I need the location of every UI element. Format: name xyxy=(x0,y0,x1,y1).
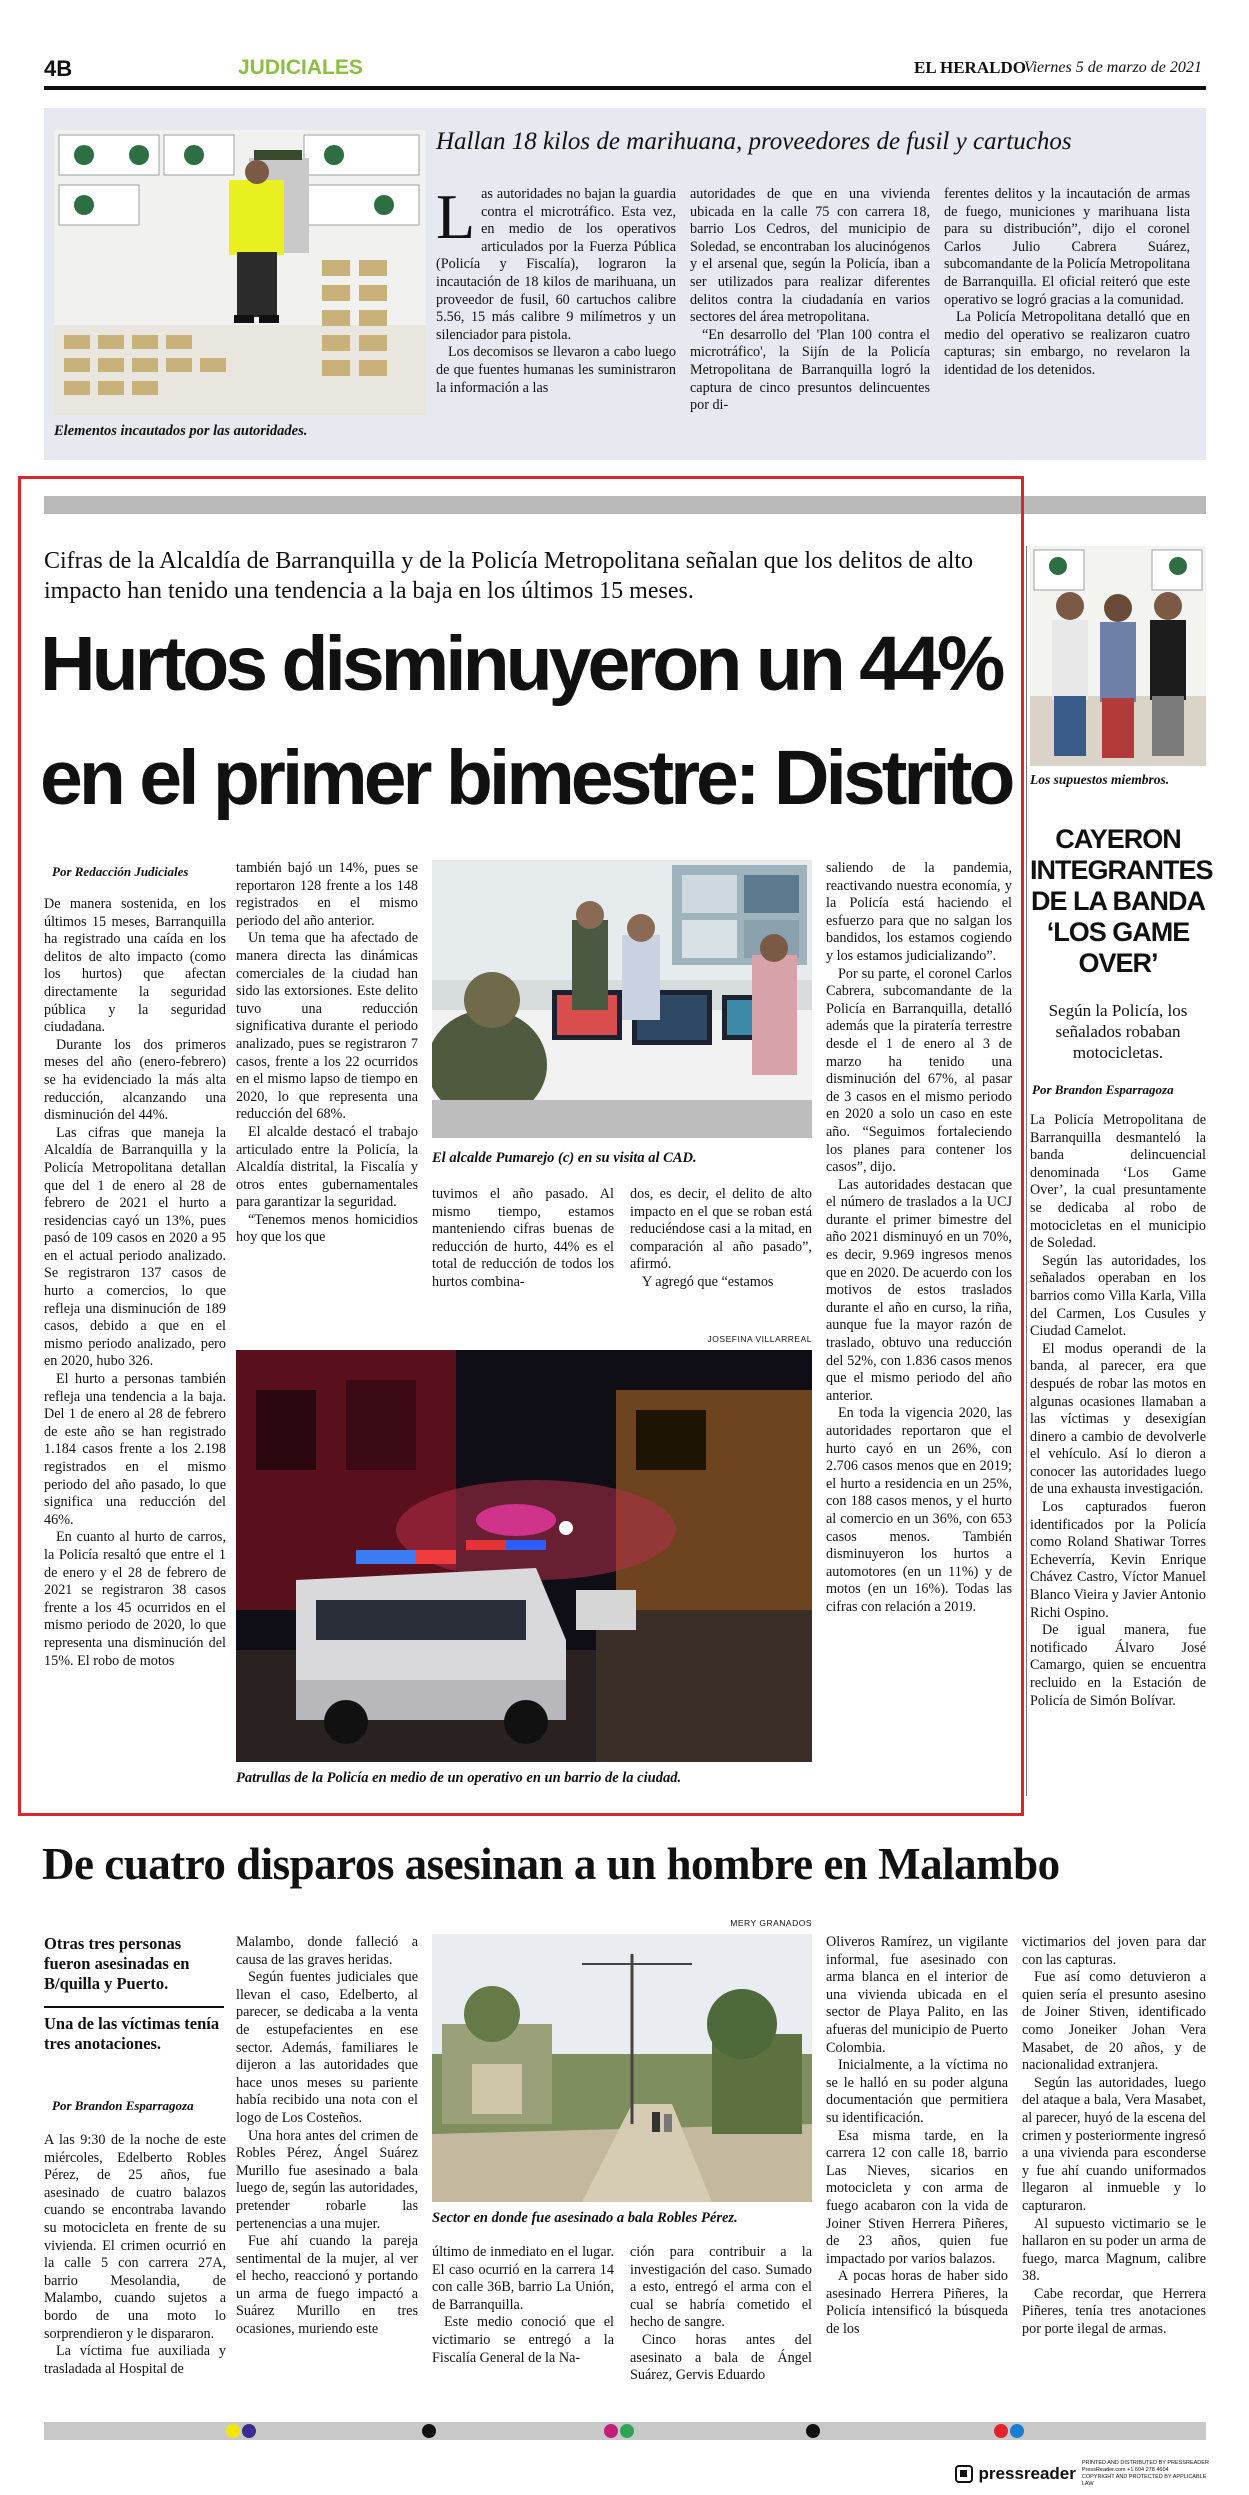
section-label: JUDICIALES xyxy=(238,56,363,79)
patrol-photo-credit: JOSEFINA VILLARREAL xyxy=(707,1334,812,1344)
header-rule xyxy=(44,86,1206,90)
top-story-paragraph: autoridades de que en una vivienda ubicada en la calle 75 con carrera 18, barrio Los Cedros, del municipio de Soledad, se encontraban los alucinógenos y el arsenal que, según la Policía, iban a ser utilizados para realizar diferentes delitos contra la ciudadanía en varios sectores del área metropolitana. xyxy=(690,186,930,326)
top-story-paragraph: ferentes delitos y la incautación de armas de fuego, municiones y marihuana lista para su distribución”, dijo el coronel Carlos Julio Cabrera Suárez, subcomandante de la Policía Metropolitana de Barranquilla. El oficial reiteró que este operativo se logró gracias a la comunidad. xyxy=(944,186,1190,308)
pressreader-brand: pressreader xyxy=(978,2464,1076,2483)
suspects-caption: Los supuestos miembros. xyxy=(1030,772,1170,787)
main-story-mid-column-1 xyxy=(432,1186,614,1326)
main-story-paragraph: dos, es decir, el delito de alto impacto en el que se roban está reduciéndose casi a la mitad, en comparación al año pasado”, afirmó. xyxy=(630,1186,812,1273)
bottom-story-paragraph: Este medio conoció que el victimario se entregó a la Fiscalía General de la Na- xyxy=(432,2314,614,2366)
article-paragraph: Esa misma tarde, en la carrera 12 con calle 18, barrio Las Nieves, sicarios en motocicleta y con arma de fuego acabaron con la vida de Joiner Stiven Herrera Piñeres, de 23 años, quien fue impactado por varios balazos. xyxy=(826,2127,1008,2267)
registration-dot xyxy=(806,2424,820,2438)
top-story-paragraph: as autoridades no bajan la guardia contra el microtráfico. Esta vez, en medio de los operativos articulados por la Fuerza Pública (Policía y Fiscalía), lograron la incautación de 18 kilos de marihuana, un proveedor de fusil, 60 cartuchos calibre 5.56, 15 más calibre 9 milímetros y un silenciador para pistola. xyxy=(436,186,676,343)
main-story-column-1 xyxy=(44,896,226,1796)
article-paragraph: Según las autoridades, luego del ataque a bala, Vera Masabet, al parecer, huyó de la escena del crimen y posteriormente ingresó a una vivienda para esconderse y fue ahí cuando uniformados llegaron al inmueble y lo capturaron. xyxy=(1022,2074,1206,2214)
bottom-story-paragraph: ción para contribuir a la investigación del caso. Sumado a esto, entregó el arma con el cual se habría cometido el hecho de sangre. xyxy=(630,2244,812,2331)
article-paragraph: Por su parte, el coronel Carlos Cabrera, subcomandante de la Policía en Barranquilla, detalló además que la piratería terrestre desde el 1 de enero al 3 de marzo ha tenido una disminución del 67%, al pasar de 3 casos en el mismo periodo en 2020 a solo un caso en este año. “Seguimos fortaleciendo los planes para contener los casos”, dijo. xyxy=(826,965,1012,1176)
article-paragraph: En cuanto al hurto de carros, la Policía resaltó que entre el 1 de enero y el 28 de febrero de 2021 se registraron 38 casos frente a los 45 ocurridos en el mismo periodo de 2020, lo que representa una disminución del 15%. El robo de motos xyxy=(44,1529,226,1669)
street-photo-credit: MERY GRANADOS xyxy=(730,1918,812,1928)
pressreader-notice xyxy=(1082,2460,1215,2488)
bottom-story-column-4 xyxy=(826,1934,1008,2404)
registration-marks xyxy=(44,2424,1206,2438)
article-paragraph: En toda la vigencia 2020, las autoridades reportaron que el hurto cayó en un 26%, con 2.706 casos menos que en 2019; el hurto a residencia en un 25%, con 188 casos menos, y el hurto al comercio en un 36%, con 653 casos menos. También disminuyeron los hurtos a automotores (en un 11%) y de motos (en un 16%). Todas las cifras con relación a 2019. xyxy=(826,1405,1012,1615)
bottom-story-deck-1: Otras tres personas fueron asesinadas en B/quilla y Puerto. xyxy=(44,1934,190,1993)
top-story-paragraph: “En desarrollo del 'Plan 100 contra el microtráfico', la Sijín de la Policía Metropolitana de Barranquilla logró la captura de cinco presuntos delincuentes por di- xyxy=(690,326,930,414)
seized-items-photo xyxy=(54,130,426,415)
side-story-body xyxy=(1030,1112,1206,1802)
article-paragraph: A las 9:30 de la noche de este miércoles, Edelberto Robles Pérez, de 25 años, fue asesinado de cuatro balazos cuando se encontraba lavando su motocicleta en frente de su vivienda. El crimen ocurrió en la calle 5 con carrera 27A, barrio Mesolandia, de Malambo, cuando sujetos a bordo de una moto lo sorprendieron y le dispararon. xyxy=(44,2132,226,2342)
article-paragraph: Malambo, donde falleció a causa de las graves heridas. xyxy=(236,1934,418,1968)
side-story-byline: Por Brandon Esparragoza xyxy=(1032,1082,1174,1097)
side-story-deck: Según la Policía, los señalados robaban motocicletas. xyxy=(1048,1001,1188,1062)
side-story-headline: CAYERON INTEGRANTES DE LA BANDA ‘LOS GAME OVER’ xyxy=(1030,824,1213,978)
main-story-column-4 xyxy=(826,860,1012,1800)
bottom-story-mid-column-2 xyxy=(630,2244,812,2404)
article-paragraph: Al supuesto victimario se le hallaron en su poder un arma de fuego, marca Magnum, calibre 38. xyxy=(1022,2215,1206,2285)
main-story-deck: Cifras de la Alcaldía de Barranquilla y de la Policía Metropolitana señalan que los delitos de alto impacto han tenido una tendencia a la baja en los últimos 15 meses. xyxy=(44,548,974,604)
top-story-column-2 xyxy=(690,186,930,448)
top-story-column-3 xyxy=(944,186,1190,448)
article-paragraph: Un tema que ha afectado de manera directa las dinámicas comerciales de la ciudad han sido las extorsiones. Este delito tuvo una reducción significativa durante el periodo analizado, pues se registraron 7 casos, frente a los 22 ocurridos en el mismo lapso de tiempo en 2020, lo que representa una reducción del 68%. xyxy=(236,930,418,1123)
top-story-paragraph: Los decomisos se llevaron a cabo luego de que fuentes humanas les suministraron la información a las xyxy=(436,344,676,396)
article-paragraph: “Tenemos menos homicidios hoy que los que xyxy=(236,1211,418,1246)
top-story-caption: Elementos incautados por las autoridades. xyxy=(54,423,308,439)
bottom-story-mid-column-1 xyxy=(432,2244,614,2404)
bottom-story-deck-rule xyxy=(44,2006,224,2008)
article-paragraph: La víctima fue auxiliada y trasladada al Hospital de xyxy=(44,2343,226,2377)
article-paragraph: Una hora antes del crimen de Robles Pérez, Ángel Suárez Murillo fue asesinado a bala luego de, según las autoridades, pretender robarle las pertenencias a una mujer. xyxy=(236,2127,418,2232)
bottom-story-column-5 xyxy=(1022,1934,1206,2404)
printed-by-line: PRINTED AND DISTRIBUTED BY PRESSREADER xyxy=(1081,2460,1209,2466)
article-paragraph: Las autoridades destacan que el número de traslados a la UCJ durante el primer bimestre del año 2021 disminuyó en un 70%, es decir, 9.969 ingresos menos que en 2020. De acuerdo con los motivos de estos traslados durante el año en curso, la riña, aunque fue la mayor razón de traslado, obtuvo una reducción del 52%, con 1.836 casos menos que el mismo periodo del año anterior. xyxy=(826,1176,1012,1404)
main-story-byline: Por Redacción Judiciales xyxy=(52,864,189,879)
registration-dot xyxy=(242,2424,256,2438)
top-story-column-1 xyxy=(436,186,676,448)
article-paragraph: Durante los dos primeros meses del año (enero-febrero) se ha evidenciado la más alta reducción, alcanzando una disminución del 44%. xyxy=(44,1036,226,1124)
street-photo-caption: Sector en donde fue asesinado a bala Robles Pérez. xyxy=(432,2210,738,2226)
article-paragraph: De igual manera, fue notificado Álvaro José Camargo, quien se encuentra recluido en la Estación de Policía de Simón Bolívar. xyxy=(1030,1622,1206,1709)
pressreader-logo-mark xyxy=(960,2470,967,2477)
article-paragraph: Fue ahí cuando la pareja sentimental de la mujer, al ver el hecho, reaccionó y portando un arma de fuego impactó a Suárez Murillo en tres ocasiones, muriendo este xyxy=(236,2233,418,2338)
article-paragraph: también bajó un 14%, pues se reportaron 128 frente a los 148 registrados en el mismo periodo del año anterior. xyxy=(236,860,418,929)
issue-date: Viernes 5 de marzo de 2021 xyxy=(1024,59,1202,76)
contact-line: PressReader.com +1 604 278 4604 xyxy=(1081,2467,1169,2473)
article-paragraph: El alcalde destacó el trabajo articulado entre la Policía, la Alcaldía distrital, la Fiscalía y otros entes gubernamentales para garantizar la seguridad. xyxy=(236,1123,418,1211)
registration-dot xyxy=(604,2424,618,2438)
bottom-story-byline: Por Brandon Esparragoza xyxy=(52,2098,194,2113)
command-center-caption: El alcalde Pumarejo (c) en su visita al CAD. xyxy=(432,1150,697,1166)
article-paragraph: victimarios del joven para dar con las capturas. xyxy=(1022,1934,1206,1968)
bottom-story-paragraph: Cinco horas antes del asesinato a bala de Ángel Suárez, Gervis Eduardo xyxy=(630,2331,812,2384)
main-story-paragraph: Y agregó que “estamos xyxy=(642,1273,774,1290)
pressreader-badge[interactable] xyxy=(955,2460,1215,2488)
street-scene-photo xyxy=(432,1934,812,2202)
article-paragraph: Según las autoridades, los señalados operaban en los barrios como Villa Karla, Villa del Carmen, Los Cusules y Ciudad Camelot. xyxy=(1030,1252,1206,1340)
suspects-photo xyxy=(1030,546,1206,766)
bottom-story-column-2 xyxy=(236,1934,418,2354)
article-paragraph: Cabe recordar, que Herrera Piñeres, tenía tres anotaciones por porte ilegal de armas. xyxy=(1022,2285,1206,2338)
patrol-photo-caption: Patrullas de la Policía en medio de un operativo en un barrio de la ciudad. xyxy=(236,1770,682,1786)
bottom-story-paragraph: último de inmediato en el lugar. El caso ocurrió en la carrera 14 con calle 36B, barrio La Unión, de Barranquilla. xyxy=(432,2244,614,2313)
top-story-paragraph: La Policía Metropolitana detalló que en medio del operativo se realizaron cuatro capturas; sin embargo, no revelaron la identidad de los detenidos. xyxy=(944,309,1190,378)
bottom-story-deck-2: Una de las víctimas tenía tres anotaciones. xyxy=(44,2014,220,2053)
registration-dot xyxy=(1010,2424,1024,2438)
copyright-line: COPYRIGHT AND PROTECTED BY APPLICABLE LAW xyxy=(1081,2474,1207,2487)
registration-dot xyxy=(422,2424,436,2438)
article-paragraph: Los capturados fueron identificados por la Policía como Roland Shatiwar Torres Echeverría, Kevin Enrique Chávez Castro, Víctor Manuel Blanco Vieira y Javier Antonio Richi Ospino. xyxy=(1030,1499,1206,1621)
article-paragraph: saliendo de la pandemia, reactivando nuestra economía, y la Policía está haciendo el esfuerzo para que no salgan los bandidos, los estamos cogiendo y los estamos judicializando”. xyxy=(826,860,1012,964)
newspaper-name: EL HERALDO xyxy=(914,58,1026,77)
main-story-mid-column-2 xyxy=(630,1186,812,1326)
article-paragraph: Oliveros Ramírez, un vigilante informal, fue asesinado con arma blanca en el interior de una vivienda ubicada en el sector de Playa Palito, en las afueras del municipio de Puerto Colombia. xyxy=(826,1934,1008,2056)
main-story-headline-line-2: en el primer bimestre: Distrito xyxy=(40,735,1012,821)
article-paragraph: A pocas horas de haber sido asesinado Herrera Piñeres, la Policía intensificó la búsqueda de los xyxy=(826,2268,1008,2338)
top-story-headline: Hallan 18 kilos de marihuana, proveedores de fusil y cartuchos xyxy=(436,128,1072,155)
article-paragraph: El hurto a personas también refleja una tendencia a la baja. Del 1 de enero al 28 de febrero de este año se han registrado 1.184 casos frente a los 2.198 registrados en el mismo periodo del año pasado, lo que significa una reducción del 46%. xyxy=(44,1371,226,1528)
command-center-photo xyxy=(432,860,812,1138)
article-paragraph: Las cifras que maneja la Alcaldía de Barranquilla y la Policía Metropolitana detallan que del 1 de enero al 28 de febrero de 2021 el hurto a residencias cayó un 13%, pues pasó de 109 casos en 2020 a 95 en el actual periodo analizado. Se registraron 137 casos de hurto a comercios, lo que refleja una disminución de 189 casos, debido a que en el mismo periodo analizado, pero en 2020, hubo 326. xyxy=(44,1124,226,1370)
article-paragraph: Inicialmente, a la víctima no se le halló en su poder alguna documentación que permitiera su identificación. xyxy=(826,2057,1008,2126)
article-paragraph: De manera sostenida, en los últimos 15 meses, Barranquilla ha registrado una caída en los delitos de alto impacto (como los hurtos) que afectan directamente la seguridad pública y la seguridad ciudadana. xyxy=(44,896,226,1036)
police-patrol-photo xyxy=(236,1350,812,1762)
article-paragraph: Fue así como detuvieron a quien sería el presunto asesino de Joiner Stiven, identificado como Joneiker Johan Vera Masabet, de 20 años, y de nacionalidad extranjera. xyxy=(1022,1969,1206,2074)
page-number: 4B xyxy=(44,56,73,81)
registration-dot xyxy=(994,2424,1008,2438)
main-story-headline-line-1: Hurtos disminuyeron un 44% xyxy=(40,621,1002,707)
registration-dot xyxy=(620,2424,634,2438)
top-story-dropcap: L xyxy=(436,186,476,252)
main-story-paragraph: tuvimos el año pasado. Al mismo tiempo, estamos manteniendo cifras buenas de reducción de hurto, 44% es el total de reducción de todos los hurtos combina- xyxy=(432,1186,614,1290)
side-story-divider xyxy=(1026,546,1027,1796)
article-paragraph: El modus operandi de la banda, al parecer, era que después de robar las motos en algunas ocasiones llamaban a las víctimas y desexigían dinero a cambio de devolverle el vehículo. Así lo dieron a conocer las autoridades luego de una exhausta investigación. xyxy=(1030,1340,1206,1498)
pressreader-logo-icon xyxy=(955,2465,973,2483)
main-story-column-2 xyxy=(236,860,418,1340)
registration-dot xyxy=(226,2424,240,2438)
article-paragraph: Según fuentes judiciales que llevan el caso, Edelberto, al parecer, se dedicaba a la venta de estupefacientes en ese sector. Además, familiares le dijeron a las autoridades que hace unos meses su pariente había recibido una nota con el logo de Los Costeños. xyxy=(236,1969,418,2126)
bottom-story-column-1 xyxy=(44,2132,226,2402)
bottom-story-headline: De cuatro disparos asesinan a un hombre en Malambo xyxy=(42,1839,1060,1889)
article-paragraph: La Policía Metropolitana de Barranquilla desmanteló la banda delincuencial denominada ‘Los Game Over’, la cual presuntamente se dedicaba al robo de motocicletas en el municipio de Soledad. xyxy=(1030,1112,1206,1252)
